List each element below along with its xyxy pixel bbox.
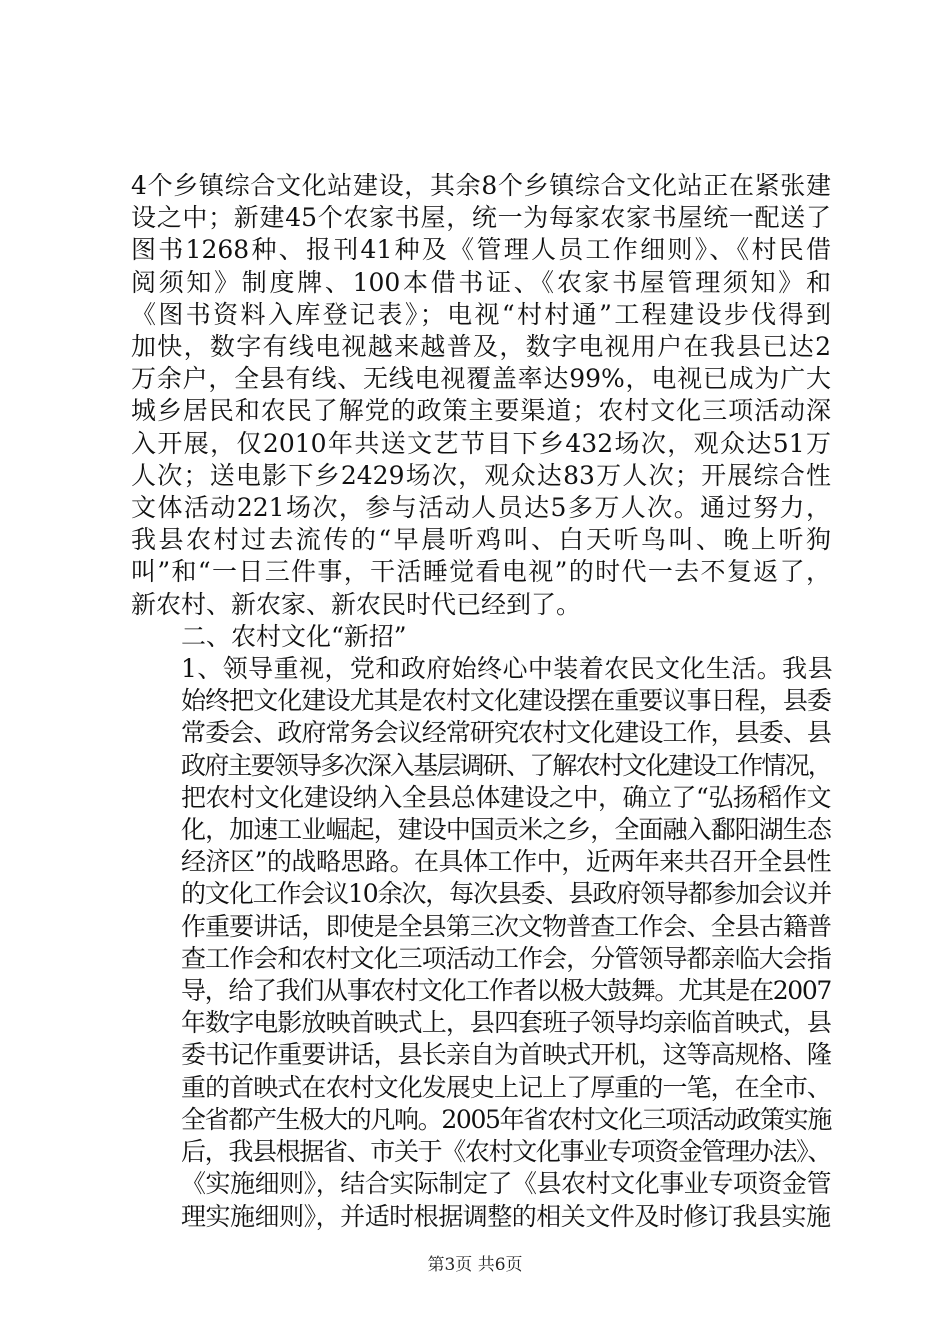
- paragraph-p1: [131, 170, 831, 621]
- text-line: 万余户，全县有线、无线电视覆盖率达99%，电视已成为广大: [131, 364, 831, 394]
- text-line: 我县农村过去流传的“早晨听鸡叫、白天听鸟叫、晚上听狗: [131, 525, 831, 555]
- text-line: 二、农村文化“新招”: [181, 621, 407, 651]
- text-line: 的文化工作会议10余次，每次县委、县政府领导都参加会议并: [181, 879, 831, 909]
- text-line: 阅须知》制度牌、100本借书证、《农家书屋管理须知》和: [131, 267, 831, 297]
- text-line: 新农村、新农家、新农民时代已经到了。: [131, 589, 582, 619]
- text-line: 把农村文化建设纳入全县总体建设之中，确立了“弘扬稻作文: [181, 782, 831, 812]
- text-line: 重的首映式在农村文化发展史上记上了厚重的一笔，在全市、: [181, 1072, 832, 1102]
- text-line: 查工作会和农村文化三项活动工作会，分管领导都亲临大会指: [181, 943, 832, 973]
- text-line: 加快，数字有线电视越来越普及，数字电视用户在我县已达2: [131, 332, 831, 362]
- paragraph-p3: [131, 653, 831, 1233]
- text-line: 设之中；新建45个农家书屋，统一为每家农家书屋统一配送了: [131, 203, 831, 233]
- text-line: 作重要讲话，即使是全县第三次文物普查工作会、全县古籍普: [181, 911, 832, 941]
- text-line: 城乡居民和农民了解党的政策主要渠道；农村文化三项活动深: [131, 396, 831, 426]
- text-line: 化，加速工业崛起，建设中国贡米之乡，全面融入鄱阳湖生态: [181, 815, 832, 845]
- text-line: 入开展，仅2010年共送文艺节目下乡432场次，观众达51万: [131, 428, 831, 458]
- text-line: 委书记作重要讲话，县长亲自为首映式开机，这等高规格、隆: [181, 1040, 832, 1070]
- text-line: 年数字电影放映首映式上，县四套班子领导均亲临首映式，县: [181, 1008, 832, 1038]
- text-line: 叫”和“一日三件事，干活睡觉看电视”的时代一去不复返了，: [131, 557, 831, 587]
- text-line: 始终把文化建设尤其是农村文化建设摆在重要议事日程，县委: [181, 686, 832, 716]
- text-line: 文体活动221场次，参与活动人员达5多万人次。通过努力，: [131, 493, 831, 523]
- text-line: 导，给了我们从事农村文化工作者以极大鼓舞。尤其是在2007: [181, 976, 831, 1006]
- text-line: 《实施细则》，结合实际制定了《县农村文化事业专项资金管: [181, 1169, 831, 1199]
- paragraph-p2: [131, 621, 831, 653]
- document-body: [131, 170, 831, 1233]
- text-line: 后，我县根据省、市关于《农村文化事业专项资金管理办法》、: [181, 1137, 831, 1167]
- text-line: 4个乡镇综合文化站建设，其余8个乡镇综合文化站正在紧张建: [131, 171, 831, 200]
- text-line: 图书1268种、报刊41种及《管理人员工作细则》、《村民借: [131, 235, 831, 265]
- text-line: 经济区”的战略思路。在具体工作中，近两年来共召开全县性: [181, 847, 831, 877]
- text-line: 人次；送电影下乡2429场次，观众达83万人次；开展综合性: [131, 460, 831, 490]
- text-line: 1、领导重视，党和政府始终心中装着农民文化生活。我县: [181, 654, 831, 684]
- text-line: 常委会、政府常务会议经常研究农村文化建设工作，县委、县: [181, 718, 832, 748]
- text-line: 理实施细则》，并适时根据调整的相关文件及时修订我县实施: [181, 1201, 831, 1231]
- text-line: 《图书资料入库登记表》；电视“村村通”工程建设步伐得到: [131, 299, 831, 329]
- text-line: 全省都产生极大的凡响。2005年省农村文化三项活动政策实施: [181, 1104, 831, 1134]
- page-footer: 第3页 共6页: [427, 1255, 523, 1275]
- text-line: 政府主要领导多次深入基层调研、了解农村文化建设工作情况，: [181, 750, 832, 780]
